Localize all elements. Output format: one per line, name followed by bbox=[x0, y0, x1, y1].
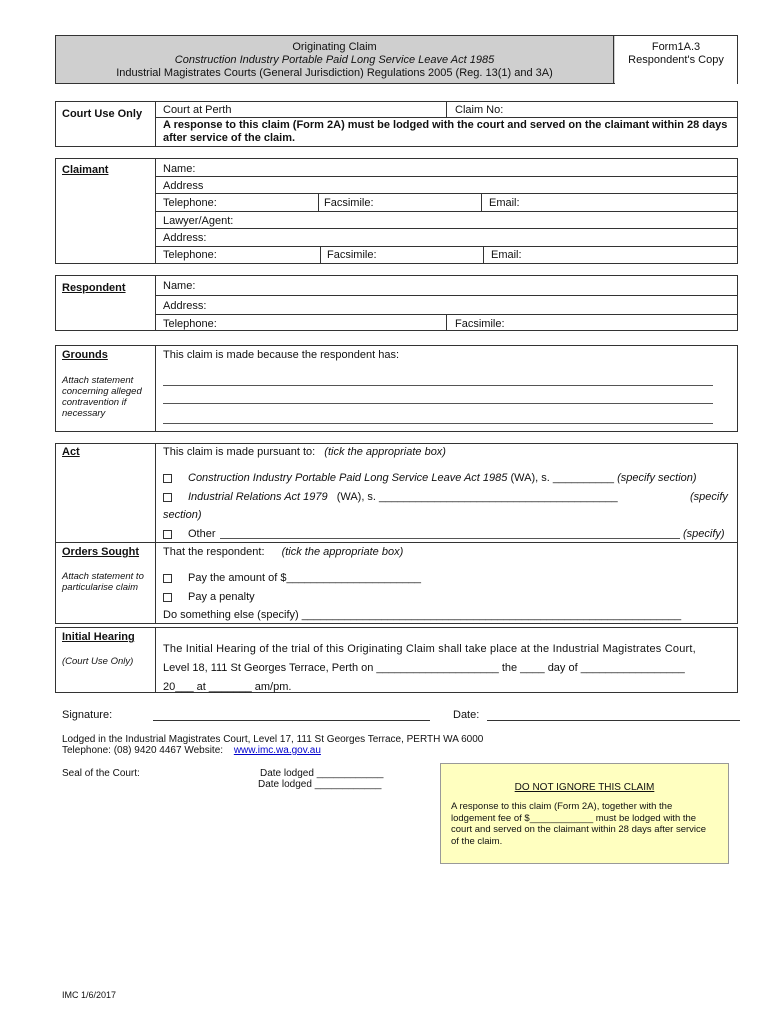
hearing-label: Initial Hearing bbox=[62, 631, 135, 643]
copy-type: Respondent's Copy bbox=[628, 54, 724, 66]
respondent-telephone-field[interactable]: Telephone: bbox=[163, 318, 217, 330]
act-option-3-label: Other bbox=[188, 528, 216, 540]
act-label: Act bbox=[62, 446, 80, 458]
date-line[interactable] bbox=[487, 720, 740, 721]
grounds-label: Grounds bbox=[62, 349, 108, 361]
court-at: Court at Perth bbox=[163, 104, 232, 116]
form-id-block bbox=[615, 36, 737, 88]
act-option-1-hint: (specify section) bbox=[617, 472, 697, 484]
grounds-line-3[interactable] bbox=[163, 423, 713, 424]
form-title: Originating Claim bbox=[292, 41, 377, 53]
act-option-3-checkbox[interactable] bbox=[163, 530, 172, 539]
signature-line[interactable] bbox=[153, 720, 430, 721]
claimant-label: Claimant bbox=[62, 164, 109, 176]
orders-pay-amount[interactable]: Pay the amount of $______________________ bbox=[188, 572, 422, 584]
response-notice: A response to this claim (Form 2A) must be lodged with the court and served on the claimant within 28 days after service of the claim. bbox=[163, 119, 728, 144]
lawyer-email-field[interactable]: Email: bbox=[491, 249, 522, 261]
orders-intro: That the respondent: bbox=[163, 546, 265, 558]
act-option-2-section[interactable]: (WA), s. _______________________________________ bbox=[336, 491, 618, 503]
hearing-line-3[interactable]: 20___ at _______ am/pm. bbox=[163, 681, 292, 693]
form-regs-line: Industrial Magistrates Courts (General Jurisdiction) Regulations 2005 (Reg. 13(1) and 3A) bbox=[116, 67, 553, 79]
grounds-line-2[interactable] bbox=[163, 403, 713, 404]
orders-intro-hint: (tick the appropriate box) bbox=[281, 546, 404, 558]
warning-body: A response to this claim (Form 2A), together with the lodgement fee of $____________ must be lodged with the court and served on the claimant within 28 days after service of the claim. bbox=[451, 801, 707, 847]
respondent-facsimile-field[interactable]: Facsimile: bbox=[455, 318, 505, 330]
claim-no-field[interactable]: Claim No: bbox=[455, 104, 504, 116]
act-option-2-hint: (specify bbox=[690, 491, 728, 503]
claimant-name-field[interactable]: Name: bbox=[163, 163, 196, 175]
act-option-2-name: Industrial Relations Act 1979 bbox=[188, 491, 328, 503]
claimant-lawyer-field[interactable]: Lawyer/Agent: bbox=[163, 215, 234, 227]
act-option-3-hint: (specify) bbox=[683, 528, 725, 540]
seal-label: Seal of the Court: bbox=[62, 768, 140, 779]
date-lodged-1[interactable]: Date lodged ____________ bbox=[260, 768, 384, 779]
act-option-1-checkbox[interactable] bbox=[163, 474, 172, 483]
grounds-line-1[interactable] bbox=[163, 385, 713, 386]
lawyer-facsimile-field[interactable]: Facsimile: bbox=[327, 249, 377, 261]
respondent-section bbox=[55, 275, 738, 331]
act-option-1-section[interactable]: (WA), s. __________ bbox=[510, 472, 615, 484]
version-footer: IMC 1/6/2017 bbox=[62, 990, 117, 1000]
grounds-note: Attach statement concerning alleged contravention if necessary bbox=[62, 375, 142, 419]
court-use-label: Court Use Only bbox=[62, 108, 143, 120]
claimant-email-field[interactable]: Email: bbox=[489, 197, 520, 209]
date-label: Date: bbox=[453, 709, 480, 721]
respondent-address-field[interactable]: Address: bbox=[163, 300, 207, 312]
orders-something-else[interactable]: Do something else (specify) ______________________________________________________________ bbox=[163, 609, 682, 621]
act-option-2-hint-2: section) bbox=[163, 509, 202, 521]
date-lodged-2[interactable]: Date lodged ____________ bbox=[258, 779, 382, 790]
warning-title: DO NOT IGNORE THIS CLAIM bbox=[514, 782, 655, 793]
respondent-label: Respondent bbox=[62, 282, 126, 294]
signature-label: Signature: bbox=[62, 709, 113, 721]
claimant-facsimile-field[interactable]: Facsimile: bbox=[324, 197, 374, 209]
form-header bbox=[55, 35, 738, 84]
lodged-phone: Telephone: (08) 9420 4467 Website: bbox=[62, 745, 224, 756]
claimant-address-field[interactable]: Address bbox=[163, 180, 204, 192]
hearing-line-1: The Initial Hearing of the trial of this Originating Claim shall take place at the Industrial Magistrates Court, bbox=[163, 643, 696, 655]
lodged-address: Lodged in the Industrial Magistrates Court, Level 17, 111 St Georges Terrace, PERTH WA 6000 bbox=[62, 734, 484, 745]
respondent-name-field[interactable]: Name: bbox=[163, 280, 196, 292]
act-intro-hint: (tick the appropriate box) bbox=[324, 446, 446, 458]
warning-box bbox=[440, 763, 729, 864]
hearing-note: (Court Use Only) bbox=[62, 656, 134, 667]
orders-note: Attach statement to particularise claim bbox=[62, 571, 144, 593]
act-option-1-name: Construction Industry Portable Paid Long Service Leave Act 1985 bbox=[188, 472, 508, 484]
form-title-block bbox=[56, 36, 614, 83]
act-intro: This claim is made pursuant to: bbox=[163, 446, 316, 458]
grounds-intro: This claim is made because the respondent has: bbox=[163, 349, 400, 361]
form-number: Form1A.3 bbox=[651, 41, 701, 53]
hearing-section bbox=[55, 627, 738, 693]
website-link[interactable]: www.imc.wa.gov.au bbox=[233, 745, 321, 756]
form-act-line: Construction Industry Portable Paid Long Service Leave Act 1985 bbox=[174, 54, 495, 66]
orders-penalty: Pay a penalty bbox=[188, 591, 255, 603]
lawyer-address-field[interactable]: Address: bbox=[163, 232, 207, 244]
orders-pay-amount-checkbox[interactable] bbox=[163, 574, 172, 583]
claimant-telephone-field[interactable]: Telephone: bbox=[163, 197, 217, 209]
lawyer-telephone-field[interactable]: Telephone: bbox=[163, 249, 217, 261]
orders-label: Orders Sought bbox=[62, 546, 140, 558]
act-option-2-checkbox[interactable] bbox=[163, 493, 172, 502]
orders-penalty-checkbox[interactable] bbox=[163, 593, 172, 602]
act-other-line[interactable] bbox=[220, 538, 680, 539]
hearing-line-2[interactable]: Level 18, 111 St Georges Terrace, Perth on ____________________ the ____ day of _________________ bbox=[163, 662, 685, 674]
